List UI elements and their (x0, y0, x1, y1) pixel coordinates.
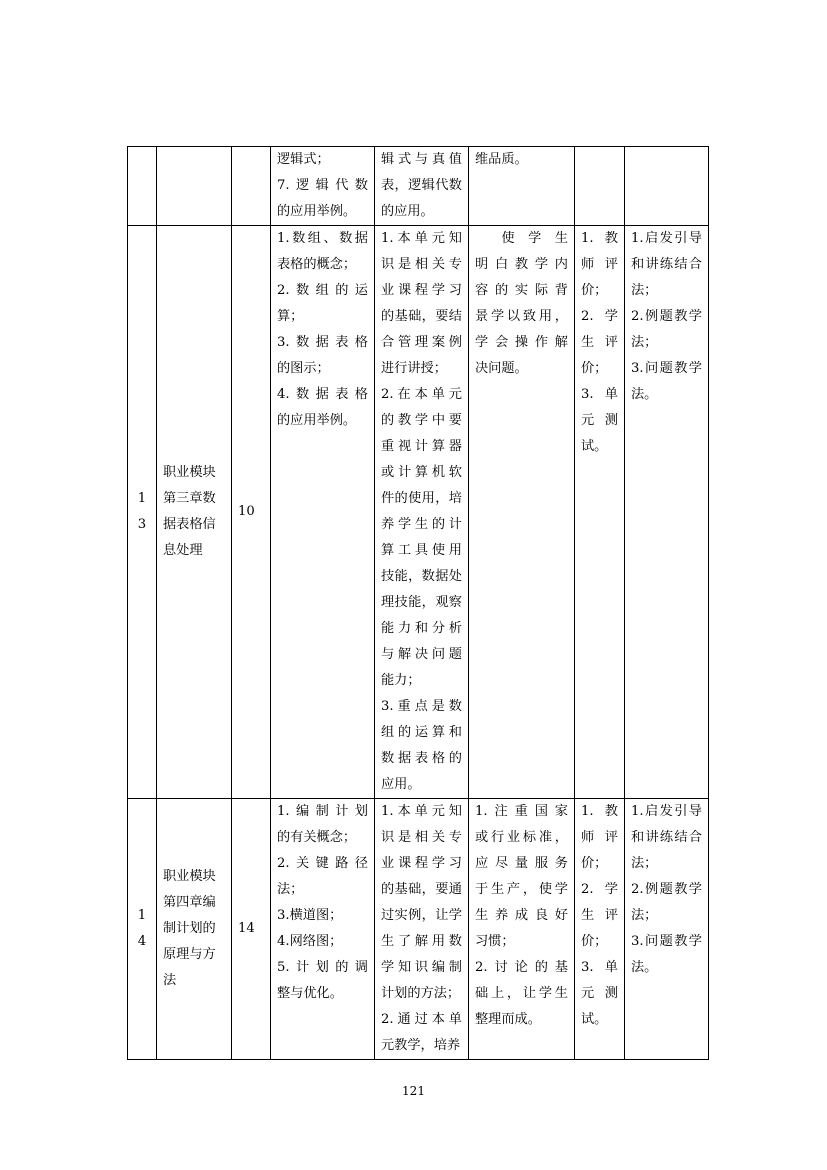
cell-line: 4.网络图； (277, 934, 343, 949)
requirements-cell (375, 147, 469, 226)
cell-line: 组的运算和 (381, 725, 462, 740)
cell-line: 能力和分析 (381, 621, 462, 636)
no-cell: 14 (128, 799, 157, 1060)
cell-line: 重视计算器 (381, 439, 462, 454)
cell-line: 试。 (581, 439, 608, 454)
cell-line: 法； (631, 856, 658, 871)
cell-line: 据表格信 (163, 517, 216, 532)
content-cell (271, 226, 375, 799)
cell-line: 数据表格的 (381, 751, 462, 766)
table-row (128, 799, 709, 1060)
cell-line: 3.单 (581, 387, 618, 402)
cell-line: 价； (581, 934, 608, 949)
cell-line: 应用。 (381, 777, 421, 792)
cell-line: 生养成良好 (475, 908, 568, 923)
cell-line: 于生产，使学 (475, 882, 568, 897)
cell-line: 5.计划的调 (277, 960, 368, 975)
cell-line: 3.单 (581, 960, 618, 975)
cell-line: 1.数组、数据 (277, 231, 368, 246)
cell-line: 价； (581, 856, 608, 871)
cell-line: 辑式与真值 (381, 152, 462, 167)
cell-line: 业课程学习 (381, 856, 462, 871)
cell-line: 法。 (631, 960, 658, 975)
cell-line: 3.问题教学 (631, 361, 702, 376)
cell-line: 2.通过本单 (381, 1012, 462, 1027)
cell-line: 职业模块 (163, 465, 216, 480)
cell-line: 2.学 (581, 309, 618, 324)
cell-line: 法。 (631, 387, 658, 402)
cell-line: 1.启发引导 (631, 231, 702, 246)
cell-line: 整理而成。 (475, 1012, 541, 1027)
cell-line: 2.在本单元 (381, 387, 462, 402)
cell-line: 识是相关专 (381, 257, 462, 272)
cell-line: 表，逻辑代数 (381, 178, 462, 193)
cell-line: 2.讨论的基 (475, 960, 568, 975)
cell-line: 的应用举例。 (277, 204, 357, 219)
cell-line: 4.数据表格 (277, 387, 368, 402)
requirements-cell (375, 226, 469, 799)
requirements-cell (375, 799, 469, 1060)
cell-line: 3.问题教学 (631, 934, 702, 949)
cell-line: 试。 (581, 1012, 608, 1027)
cell-line: 学会操作解 (475, 335, 568, 350)
cell-line: 逻辑式； (277, 152, 330, 167)
cell-line: 过实例，让学 (381, 908, 462, 923)
cell-line: 元教学，培养 (381, 1038, 461, 1053)
cell-line: 生了解用数 (381, 934, 462, 949)
cell-line: 件的使用，培 (381, 491, 462, 506)
table-row (128, 147, 709, 226)
cell-line: 2.例题教学 (631, 882, 702, 897)
cell-line: 与解决问题 (381, 647, 462, 662)
cell-line: 进行讲授； (381, 361, 447, 376)
evaluation-cell (575, 799, 625, 1060)
cell-line: 的基础，要通 (381, 882, 462, 897)
cell-line: 法； (631, 335, 658, 350)
cell-line: 养学生的计 (381, 517, 462, 532)
cell-line: 1.注重国家 (475, 804, 568, 819)
cell-line: 职业模块 (163, 869, 216, 884)
name-cell (157, 147, 232, 226)
cell-line: 第四章编 (163, 895, 216, 910)
cell-line: 1.教 (581, 804, 618, 819)
cell-line: 1.编制计划 (277, 804, 368, 819)
cell-line: 明白教学内 (475, 257, 568, 272)
quality-cell (469, 147, 575, 226)
cell-line: 计划的方法； (381, 986, 461, 1001)
content-cell (271, 799, 375, 1060)
cell-line: 景学以致用， (475, 309, 568, 324)
cell-line: 第三章数 (163, 491, 216, 506)
page-number: 121 (402, 1084, 425, 1098)
cell-line: 法 (163, 973, 177, 988)
cell-line: 应尽量服务 (475, 856, 568, 871)
name-cell (157, 226, 232, 799)
cell-line: 3.重点是数 (381, 699, 462, 714)
cell-line: 维品质。 (475, 152, 528, 167)
cell-line: 价； (581, 361, 608, 376)
cell-line: 2.数组的运 (277, 283, 368, 298)
cell-line: 和讲练结合 (631, 830, 702, 845)
cell-line: 法； (277, 882, 304, 897)
cell-line: 师评 (581, 830, 618, 845)
cell-line: 元测 (581, 413, 618, 428)
no-cell (128, 147, 157, 226)
cell-line: 2.学 (581, 882, 618, 897)
cell-line: 技能，数据处 (381, 569, 462, 584)
content-cell (271, 147, 375, 226)
hours-cell: 10 (232, 226, 271, 799)
methods-cell (625, 226, 709, 799)
cell-line: 元测 (581, 986, 618, 1001)
cell-line: 表格的概念； (277, 257, 357, 272)
cell-line: 制计划的 (163, 921, 216, 936)
cell-line: 2.关键路径 (277, 856, 368, 871)
table-row (128, 226, 709, 799)
cell-line: 师评 (581, 257, 618, 272)
cell-line: 的有关概念； (277, 830, 357, 845)
hours-cell: 14 (232, 799, 271, 1060)
methods-cell (625, 799, 709, 1060)
cell-line: 7.逻辑代数 (277, 178, 368, 193)
cell-line: 的应用。 (381, 204, 434, 219)
cell-line: 整与优化。 (277, 986, 343, 1001)
cell-line: 容的实际背 (475, 283, 568, 298)
cell-line: 的应用举例。 (277, 413, 357, 428)
cell-line: 1.本单元知 (381, 231, 462, 246)
cell-line: 使学生 (501, 231, 568, 246)
cell-line: 或行业标准， (475, 830, 568, 845)
cell-line: 1.启发引导 (631, 804, 702, 819)
no-cell: 13 (128, 226, 157, 799)
cell-line: 或计算机软 (381, 465, 462, 480)
cell-line: 3.横道图； (277, 908, 343, 923)
cell-line: 理技能，观察 (381, 595, 462, 610)
cell-line: 业课程学习 (381, 283, 462, 298)
cell-line: 1.本单元知 (381, 804, 462, 819)
cell-line: 的基础，要结 (381, 309, 462, 324)
cell-line: 生评 (581, 908, 618, 923)
cell-line: 息处理 (163, 543, 203, 558)
cell-line: 能力； (381, 673, 421, 688)
name-cell (157, 799, 232, 1060)
quality-cell (469, 226, 575, 799)
cell-line: 原理与方 (163, 947, 216, 962)
cell-line: 学知识编制 (381, 960, 462, 975)
evaluation-cell (575, 147, 625, 226)
cell-line: 法； (631, 908, 658, 923)
cell-line: 和讲练结合 (631, 257, 702, 272)
cell-line: 习惯； (475, 934, 515, 949)
cell-line: 决问题。 (475, 361, 528, 376)
cell-line: 价； (581, 283, 608, 298)
cell-line: 的教学中要 (381, 413, 462, 428)
cell-line: 3.数据表格 (277, 335, 368, 350)
cell-line: 生评 (581, 335, 618, 350)
cell-line: 合管理案例 (381, 335, 462, 350)
cell-line: 2.例题教学 (631, 309, 702, 324)
cell-line: 法； (631, 283, 658, 298)
cell-line: 识是相关专 (381, 830, 462, 845)
cell-line: 算工具使用 (381, 543, 462, 558)
evaluation-cell (575, 226, 625, 799)
cell-line: 算； (277, 309, 304, 324)
cell-line: 1.教 (581, 231, 618, 246)
quality-cell (469, 799, 575, 1060)
hours-cell (232, 147, 271, 226)
cell-line: 础上，让学生 (475, 986, 568, 1001)
curriculum-table (127, 146, 709, 1060)
cell-line: 的图示； (277, 361, 330, 376)
methods-cell (625, 147, 709, 226)
